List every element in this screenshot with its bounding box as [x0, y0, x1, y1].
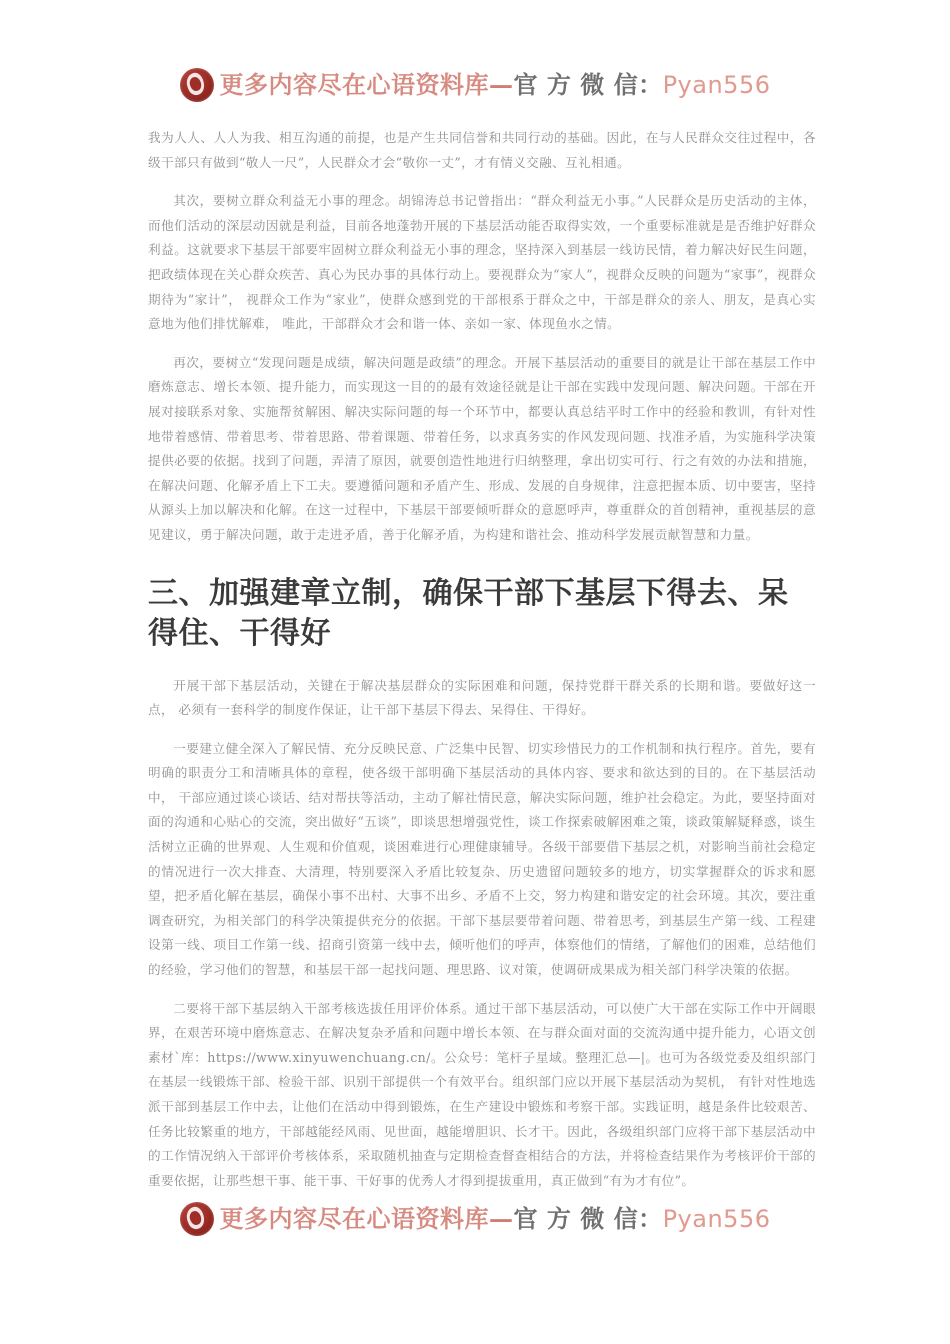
- footer-banner-label: 官 方 微 信：: [513, 1204, 663, 1233]
- header-banner-handle: Pyan556: [662, 71, 771, 99]
- section-heading: 三、加强建章立制，确保干部下基层下得去、呆得住、干得好: [148, 575, 789, 651]
- body-paragraph: 一要建立健全深入了解民情、充分反映民意、广泛集中民智、切实珍惜民力的工作机制和执行程序。首先，要有明确的职责分工和清晰具体的章程，使各级干部明确下基层活动的具体内容、要求和欲达到的目的。在下基层活动中， 干部应通过谈心谈话、结对帮扶等活动，主动了解社情民意，解决实际问题，维护社会稳定。为此，要坚持面对面的沟通和心贴心的交流，突出做好“五谈”，即谈思想增强党性，谈工作探索破解困难之策，谈政策解疑释惑，谈生活树立正确的世界观、人生观和价值观，谈困难进行心理健康辅导。各级干部要借下基层之机，对影响当前社会稳定的情况进行一次大排查、大清理，特别要深入矛盾比较复杂、历史遗留问题较多的地方，切实掌握群众的诉求和愿望，把矛盾化解在基层，确保小事不出村、大事不出乡、矛盾不上交，努力构建和谐安定的社会环境。其次，要注重调查研究，为相关部门的科学决策提供充分的依据。干部下基层要带着问题、带着思考，到基层生产第一线、工程建设第一线、项目工作第一线、招商引资第一线中去，倾听他们的呼声，体察他们的情绪，了解他们的困难，总结他们的经验，学习他们的智慧，和基层干部一起找问题、理思路、议对策，使调研成果成为相关部门科学决策的依据。: [148, 740, 816, 978]
- body-paragraph: 开展干部下基层活动，关键在于解决基层群众的实际困难和问题，保持党群干群关系的长期和谐。要做好这一点， 必须有一套科学的制度作保证，让干部下基层下得去、呆得住、干得好。: [148, 677, 816, 718]
- body-paragraph: 其次，要树立群众利益无小事的理念。胡锦涛总书记曾指出：“群众利益无小事。”人民群众是历史活动的主体，而他们活动的深层动因就是利益，目前各地蓬勃开展的下基层活动能否取得实效，一个重要标准就是是否维护好群众利益。这就要求下基层干部要牢固树立群众利益无小事的理念，坚持深入到基层一线访民情，着力解决好民生问题，把政绩体现在关心群众疾苦、真心为民办事的具体行动上。要视群众为“家人”，视群众反映的问题为“家事”，视群众期待为“家计”， 视群众工作为“家业”，使群众感到党的干部根系于群众之中，干部是群众的亲人、朋友，是真心实意地为他们排忧解难， 唯此，干部群众才会和谐一体、亲如一家、体现鱼水之情。: [148, 193, 816, 332]
- brand-logo-icon: [180, 68, 214, 102]
- header-banner-dash: —: [489, 70, 514, 99]
- body-paragraph: 二要将干部下基层纳入干部考核选拔任用评价体系。通过干部下基层活动，可以使广大干部在实际工作中开阔眼界，在艰苦环境中磨炼意志、在解决复杂矛盾和问题中增长本领、在与群众面对面的交流沟通中提升能力，心语文创素材`库：https://www.xinyuwenchuang.cn/。公众号：笔杆子星域。整理汇总—|。也可为各级党委及组织部门在基层一线锻炼干部、检验干部、识别干部提供一个有效平台。组织部门应以开展下基层活动为契机， 有针对性地选派干部到基层工作中去，让他们在活动中得到锻炼，在生产建设中锻炼和考察干部。实践证明，越是条件比较艰苦、任务比较繁重的地方，干部越能经风雨、见世面，越能增胆识、长才干。因此，各级组织部门应将干部下基层活动中的工作情况纳入干部评价考核体系，采取随机抽查与定期检查督查相结合的方法，并将检查结果作为考核评价干部的重要依据，让那些想干事、能干事、干好事的优秀人才得到提拔重用，真正做到“有为才有位”。: [148, 1000, 816, 1188]
- footer-watermark-banner: [0, 1202, 950, 1236]
- header-banner-text: [219, 70, 771, 99]
- header-banner-label: 官 方 微 信：: [513, 70, 663, 99]
- header-watermark-banner: [0, 68, 950, 102]
- footer-banner-text: [219, 1204, 771, 1233]
- body-paragraph: 我为人人、人人为我、相互沟通的前提，也是产生共同信誉和共同行动的基础。因此，在与人民群众交往过程中，各级干部只有做到“敬人一尺”，人民群众才会“敬你一丈”，才有情义交融、互礼相通。: [148, 130, 816, 170]
- document-body: [148, 126, 816, 1207]
- brand-logo-icon: [180, 1202, 214, 1236]
- footer-banner-handle: Pyan556: [662, 1205, 771, 1233]
- footer-banner-main: 更多内容尽在心语资料库: [219, 1204, 489, 1233]
- body-paragraph: 再次，要树立“发现问题是成绩，解决问题是政绩”的理念。开展下基层活动的重要目的就是让干部在基层工作中磨炼意志、增长本领、提升能力，而实现这一目的的最有效途径就是让干部在实践中发现问题、解决问题。干部在开展对接联系对象、实施帮贫解困、解决实际问题的每一个环节中，都要认真总结平时工作中的经验和教训，有针对性地带着感情、带着思考、带着思路、带着课题、带着任务，以求真务实的作风发现问题、找准矛盾，为实施科学决策提供必要的依据。找到了问题，弄清了原因，就要创造性地进行归纳整理，拿出切实可行、行之有效的办法和措施，在解决问题、化解矛盾上下工夫。要遵循问题和矛盾产生、形成、发展的自身规律，注意把握本质、切中要害，坚持从源头上加以解决和化解。在这一过程中，下基层干部要倾听群众的意愿呼声，尊重群众的首创精神，重视基层的意见建议，勇于解决问题，敢于走进矛盾，善于化解矛盾，为构建和谐社会、推动科学发展贡献智慧和力量。: [148, 354, 816, 542]
- footer-banner-dash: —: [489, 1204, 514, 1233]
- header-banner-main: 更多内容尽在心语资料库: [219, 70, 489, 99]
